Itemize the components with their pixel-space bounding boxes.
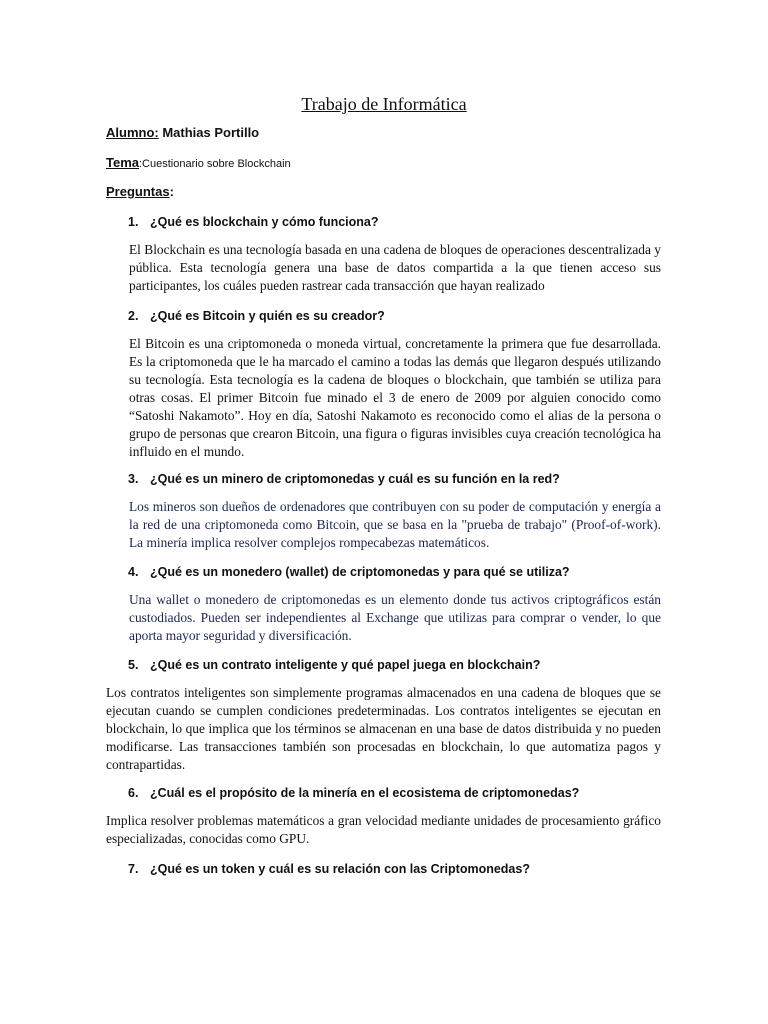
answer-4: Una wallet o monedero de criptomonedas es un elemento donde tus activos criptográficos están custodiados. Pueden ser independientes al Exchange que utilizas para comprar o vender, lo que aporta mayor seguridad y diversificación.: [129, 592, 661, 643]
student-line: [106, 125, 259, 140]
topic-value: :Cuestionario sobre Blockchain: [139, 158, 291, 170]
topic-line: [106, 155, 291, 170]
question-4: 4. ¿Qué es un monedero (wallet) de criptomonedas y para qué se utiliza?: [128, 565, 570, 579]
question-5: 5. ¿Qué es un contrato inteligente y qué papel juega en blockchain?: [128, 658, 541, 672]
question-3: 3. ¿Qué es un minero de criptomonedas y cuál es su función en la red?: [128, 472, 560, 486]
answer-3: Los mineros son dueños de ordenadores que contribuyen con su poder de computación y energía a la red de una criptomoneda como Bitcoin, que se basa en la "prueba de trabajo" (Proof-of-work). La minería implica resolver complejos rompecabezas matemáticos.: [129, 499, 661, 550]
document-title: Trabajo de Informática: [301, 94, 467, 114]
question-1: 1. ¿Qué es blockchain y cómo funciona?: [128, 215, 379, 229]
answer-1: El Blockchain es una tecnología basada en una cadena de bloques de operaciones descentralizada y pública. Esta tecnología genera una base de datos compartida a la que tienen acceso sus participantes, los cuáles pueden rastrear cada transacción que hayan realizado: [129, 242, 661, 293]
question-2: 2. ¿Qué es Bitcoin y quién es su creador?: [128, 309, 385, 323]
question-7: 7. ¿Qué es un token y cuál es su relación con las Criptomonedas?: [128, 862, 530, 876]
questions-heading: Preguntas:: [106, 184, 174, 199]
student-name: Mathias Portillo: [158, 125, 260, 140]
question-6: 6. ¿Cuál es el propósito de la minería en el ecosistema de criptomonedas?: [128, 786, 580, 800]
answer-5: Los contratos inteligentes son simplemente programas almacenados en una cadena de bloques que se ejecutan cuando se cumplen condiciones predeterminadas. Los contratos inteligentes se ejecutan en blockchain, lo que implica que los términos se almacenan en una base de datos distribuida y no pueden modificarse. Las transacciones también son procesadas en blockchain, lo que automatiza pagos y contrapartidas.: [106, 685, 661, 772]
answer-2: El Bitcoin es una criptomoneda o moneda virtual, concretamente la primera que fue desarrollada. Es la criptomoneda que le ha marcado el camino a todas las demás que llegaron después utilizando su tecnología. Esta tecnología es la cadena de bloques o blockchain, que también se utiliza para otras cosas. El primer Bitcoin fue minado el 3 de enero de 2009 por alguien conocido como “Satoshi Nakamoto”. Hoy en día, Satoshi Nakamoto es reconocido como el alias de la persona o grupo de personas que crearon Bitcoin, una figura o figuras invisibles cuya creación tecnológica ha influido en el mundo.: [129, 336, 661, 459]
questions-label: Preguntas: [106, 184, 170, 199]
answer-6: Implica resolver problemas matemáticos a gran velocidad mediante unidades de procesamiento gráfico especializadas, conocidas como GPU.: [106, 813, 661, 846]
student-label: Alumno:: [106, 125, 159, 140]
topic-label: Tema: [106, 155, 139, 170]
